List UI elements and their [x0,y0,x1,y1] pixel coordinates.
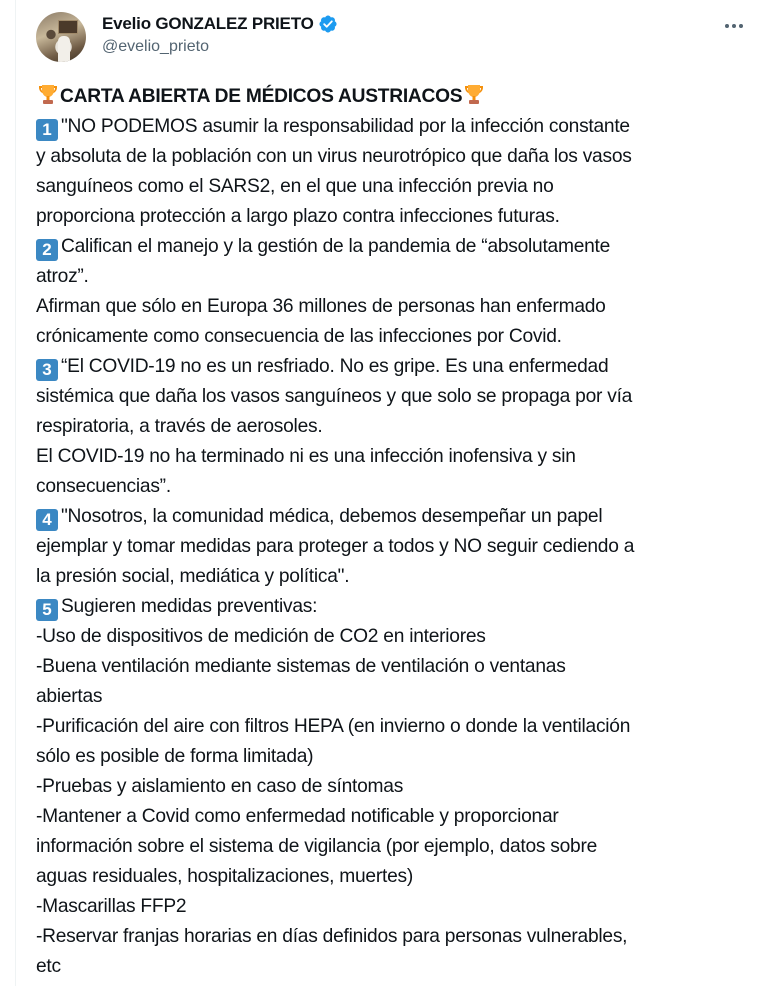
tweet-line: El COVID-19 no ha terminado ni es una infección inofensiva y sin [36,446,576,467]
tweet-title-text: CARTA ABIERTA DE MÉDICOS AUSTRIACOS [60,86,463,107]
tweet-line [36,502,748,532]
keycap-5-icon: 5 [36,599,58,621]
tweet-line [36,592,748,622]
tweet-line: abiertas [36,686,103,707]
tweet-line: aguas residuales, hospitalizaciones, muertes) [36,866,413,887]
tweet-line: -Uso de dispositivos de medición de CO2 en interiores [36,626,486,647]
tweet-line: y absoluta de la población con un virus neurotrópico que daña los vasos [36,146,632,167]
author-handle[interactable]: @evelio_prieto [102,38,209,55]
tweet-line: sanguíneos como el SARS2, en el que una infección previa no [36,176,554,197]
tweet-line: -Pruebas y aislamiento en caso de síntomas [36,776,404,797]
more-dot [725,24,729,28]
tweet-line-text: Sugieren medidas preventivas: [61,596,318,617]
keycap-2-icon: 2 [36,239,58,261]
verified-badge-icon [318,14,338,34]
tweet-line [36,232,748,262]
avatar-figure [58,36,70,62]
tweet-line: consecuencias”. [36,476,171,497]
tweet-line: la presión social, mediática y política". [36,566,350,587]
more-horizontal-icon[interactable] [722,20,746,32]
tweet-line-text: "NO PODEMOS asumir la responsabilidad por la infección constante [61,116,630,137]
tweet-header [36,12,748,62]
tweet-line: -Reservar franjas horarias en días definidos para personas vulnerables, [36,926,628,947]
tweet-title [36,82,748,112]
tweet-line: ejemplar y tomar medidas para proteger a todos y NO seguir cediendo a [36,536,635,557]
trophy-icon [36,82,60,106]
more-dot [739,24,743,28]
keycap-3-icon: 3 [36,359,58,381]
tweet-text [36,82,748,982]
keycap-1-icon: 1 [36,119,58,141]
tweet-line [36,352,748,382]
author-display-name[interactable]: Evelio GONZALEZ PRIETO [102,14,314,33]
tweet-line: Afirman que sólo en Europa 36 millones de personas han enfermado [36,296,606,317]
tweet-line-text: Califican el manejo y la gestión de la pandemia de “absolutamente [61,236,611,257]
keycap-4-icon: 4 [36,509,58,531]
tweet-line-text: “El COVID-19 no es un resfriado. No es gripe. Es una enfermedad [61,356,609,377]
more-dot [732,24,736,28]
tweet-line: etc [36,956,61,977]
author-name-row [102,14,338,34]
tweet-line: -Mantener a Covid como enfermedad notificable y proporcionar [36,806,559,827]
avatar-painting [58,20,78,34]
tweet-line: información sobre el sistema de vigilancia (por ejemplo, datos sobre [36,836,598,857]
timeline-border [15,0,16,986]
tweet-line-text: "Nosotros, la comunidad médica, debemos desempeñar un papel [61,506,603,527]
tweet-line: crónicamente como consecuencia de las infecciones por Covid. [36,326,562,347]
trophy-icon [462,82,486,106]
tweet-line: sólo es posible de forma limitada) [36,746,314,767]
tweet-line: proporciona protección a largo plazo contra infecciones futuras. [36,206,560,227]
tweet-line: -Mascarillas FFP2 [36,896,187,917]
tweet-line: -Purificación del aire con filtros HEPA (en invierno o donde la ventilación [36,716,631,737]
tweet-line: sistémica que daña los vasos sanguíneos y que solo se propaga por vía [36,386,633,407]
avatar[interactable] [36,12,86,62]
tweet-line: atroz”. [36,266,89,287]
tweet-line [36,112,748,142]
tweet-line: respiratoria, a través de aerosoles. [36,416,323,437]
tweet-line: -Buena ventilación mediante sistemas de ventilación o ventanas [36,656,566,677]
